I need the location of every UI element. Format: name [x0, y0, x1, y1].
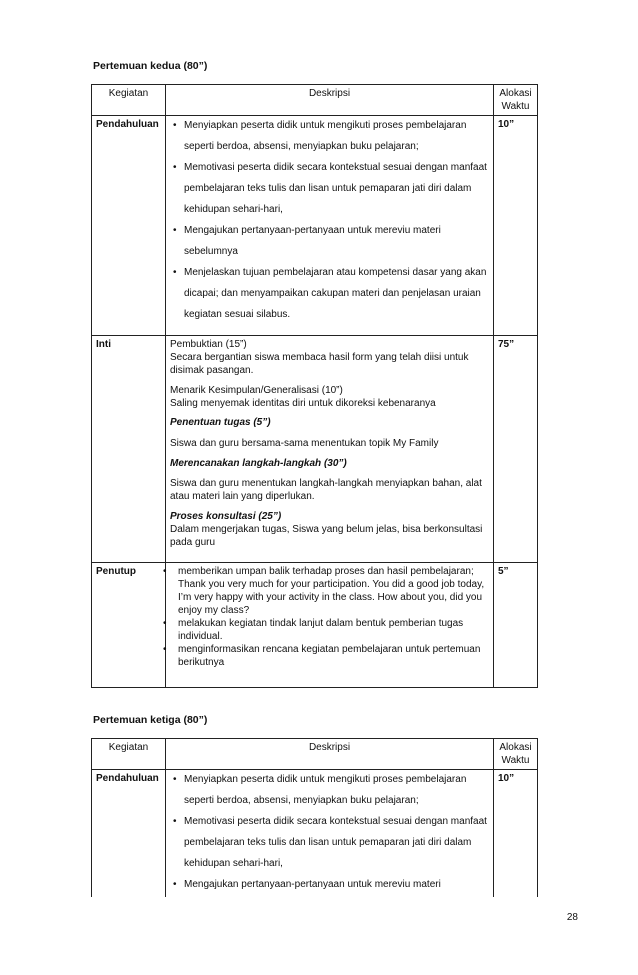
- row-inti: [92, 336, 538, 563]
- list-item: • Mengajukan pertanyaan-pertanyaan untuk mereviu materi sebelumnya: [170, 220, 489, 262]
- description-cell: [166, 563, 494, 688]
- meeting2-heading: Pertemuan kedua (80”): [93, 60, 208, 72]
- time-cell: 5”: [494, 563, 538, 688]
- inti-step-text: Siswa dan guru bersama-sama menentukan topik My Family: [170, 438, 439, 449]
- activity-label: Penutup: [92, 563, 166, 688]
- list-item: • menginformasikan rencana kegiatan pembelajaran untuk pertemuan berikutnya: [162, 643, 489, 669]
- description-cell: [166, 336, 494, 563]
- inti-step-text: Saling menyemak identitas diri untuk dikoreksi kebenaranya: [170, 398, 436, 409]
- meeting3-heading: Pertemuan ketiga (80”): [93, 714, 208, 726]
- row-pendahuluan: [92, 770, 538, 898]
- description-cell: [166, 116, 494, 336]
- bullet-list: [170, 115, 489, 325]
- list-item: • Memotivasi peserta didik secara kontekstual sesuai dengan manfaat pembelajaran teks tulis dan lisan untuk pemaparan jati diri dalam kehidupan sehari-hari,: [170, 157, 489, 220]
- header-deskripsi: Deskripsi: [166, 739, 494, 770]
- list-item: • Menjelaskan tujuan pembelajaran atau kompetensi dasar yang akan dicapai; dan menyampaikan cakupan materi dan penjelasan uraian kegiatan sesuai silabus.: [170, 262, 489, 325]
- header-alokasi: Alokasi Waktu: [494, 85, 538, 116]
- meeting2-table: [91, 84, 538, 688]
- header-alokasi: Alokasi Waktu: [494, 739, 538, 770]
- list-item: • Mengajukan pertanyaan-pertanyaan untuk mereviu materi: [170, 874, 489, 895]
- header-deskripsi: Deskripsi: [166, 85, 494, 116]
- list-item: • Menyiapkan peserta didik untuk mengikuti proses pembelajaran seperti berdoa, absensi, menyiapkan buku pelajaran;: [170, 115, 489, 157]
- inti-step-title: Penentuan tugas (5”): [170, 417, 271, 428]
- activity-label: Inti: [92, 336, 166, 563]
- list-item: • melakukan kegiatan tindak lanjut dalam bentuk pemberian tugas individual.: [162, 617, 489, 643]
- time-cell: 10”: [494, 770, 538, 898]
- row-penutup: [92, 563, 538, 688]
- bullet-list: [162, 565, 489, 669]
- header-kegiatan: Kegiatan: [92, 85, 166, 116]
- row-pendahuluan: [92, 116, 538, 336]
- activity-label: Pendahuluan: [92, 770, 166, 898]
- inti-step-title: Pembuktian (15”): [170, 339, 247, 350]
- list-item: • Memotivasi peserta didik secara kontekstual sesuai dengan manfaat pembelajaran teks tulis dan lisan untuk pemaparan jati diri dalam kehidupan sehari-hari,: [170, 811, 489, 874]
- inti-step-title: Merencanakan langkah-langkah (30”): [170, 458, 347, 469]
- inti-step-title: Menarik Kesimpulan/Generalisasi (10”): [170, 385, 343, 396]
- time-cell: 10”: [494, 116, 538, 336]
- header-kegiatan: Kegiatan: [92, 739, 166, 770]
- table-header-row: [92, 85, 538, 116]
- table-header-row: [92, 739, 538, 770]
- bullet-list: [170, 769, 489, 895]
- activity-label: Pendahuluan: [92, 116, 166, 336]
- description-cell: [166, 770, 494, 898]
- page-number: 28: [566, 912, 578, 923]
- inti-step-text: Secara bergantian siswa membaca hasil form yang telah diisi untuk disimak pasangan.: [170, 352, 469, 376]
- inti-step-text: Dalam mengerjakan tugas, Siswa yang belum jelas, bisa berkonsultasi pada guru: [170, 524, 483, 548]
- list-item: • Menyiapkan peserta didik untuk mengikuti proses pembelajaran seperti berdoa, absensi, menyiapkan buku pelajaran;: [170, 769, 489, 811]
- list-item: • memberikan umpan balik terhadap proses dan hasil pembelajaran; Thank you very much for your participation. You did a good job today, I’m very happy with your activity in the class. How about you, did you enjoy my class?: [162, 565, 489, 617]
- inti-step-text: Siswa dan guru menentukan langkah-langkah menyiapkan bahan, alat atau materi lain yang diperlukan.: [170, 478, 482, 502]
- inti-step-title: Proses konsultasi (25”): [170, 511, 282, 522]
- meeting3-table: [91, 738, 538, 897]
- time-cell: 75”: [494, 336, 538, 563]
